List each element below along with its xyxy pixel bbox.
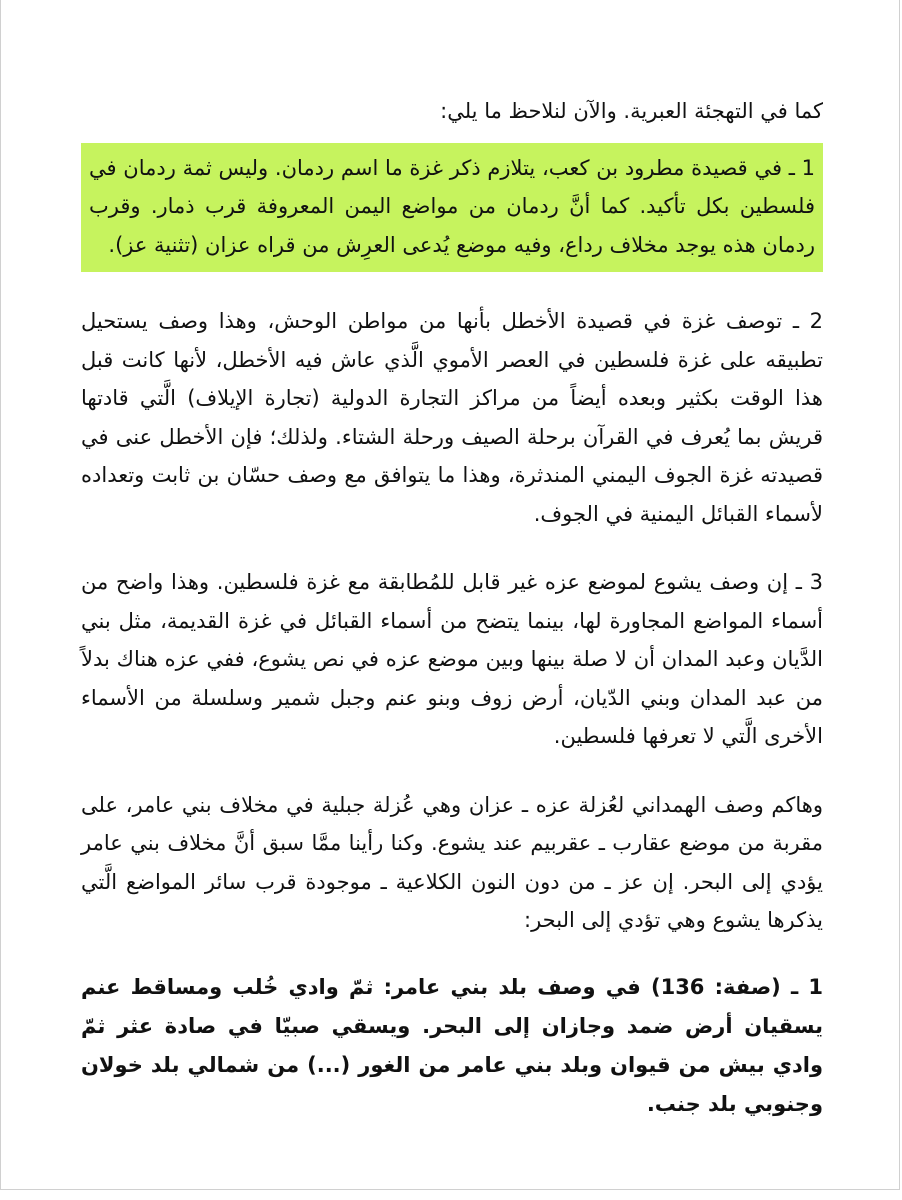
quote-1-paragraph: 1 ـ (صفة: 136) في وصف بلد بني عامر: ثمّ وادي خُلب ومساقط عنم يسقيان أرض ضمد وجازان إلى البحر. ويسقي صبيّا في صادة عثر ثمّ وادي بيش من قيوان وبلد بني عامر من الغور (...) من شمالي بلد خولان وجنوبي بلد جنب. bbox=[81, 974, 824, 1116]
point-3-paragraph: 3 ـ إن وصف يشوع لموضع عزه غير قابل للمُطابقة مع غزة فلسطين. وهذا واضح من أسماء المواضع المجاورة لها، بينما يتضح من أسماء القبائل في غزة القديمة، مثل بني الدَّيان وعبد المدان أن لا صلة بينها وبين موضع عزه في نص يشوع، ففي عزه هناك بدلاً من عبد المدان وبني الدّيان، أرض زوف وبنو عنم وجبل شمير وسلسلة من الأسماء الأخرى الَّتي لا تعرفها فلسطين. bbox=[81, 570, 823, 748]
point-2-paragraph: 2 ـ توصف غزة في قصيدة الأخطل بأنها من مواطن الوحش، وهذا وصف يستحيل تطبيقه على غزة فلسطين في العصر الأموي الَّذي عاش فيه الأخطل، لأنها كانت قبل هذا الوقت بكثير وبعده أيضاً من مراكز التجارة الدولية (تجارة الإيلاف) الَّتي قادتها قريش بما يُعرف في القرآن برحلة الصيف ورحلة الشتاء. ولذلك؛ فإن الأخطل عنى في قصيدته غزة الجوف اليمني المندثرة، وهذا ما يتوافق مع وصف حسّان بن ثابت وتعداده لأسماء القبائل اليمنية في الجوف. bbox=[81, 309, 823, 526]
intro-line: كما في التهجئة العبرية. والآن لنلاحظ ما يلي: bbox=[440, 99, 823, 123]
hamdani-paragraph: وهاكم وصف الهمداني لعُزلة عزه ـ عزان وهي عُزلة جبلية في مخلاف بني عامر، على مقربة من موضع عقارب ـ عقربيم عند يشوع. وكنا رأينا ممَّا سبق أنَّ مخلاف بني عامر يؤدي إلى البحر. إن عز ـ من دون النون الكلاعية ـ موجودة قرب سائر المواضع الَّتي يذكرها يشوع وهي تؤدي إلى البحر: bbox=[81, 792, 823, 932]
document-body bbox=[81, 92, 823, 1124]
highlighted-point-1: 1 ـ في قصيدة مطرود بن كعب، يتلازم ذكر غزة ما اسم ردمان. وليس ثمة ردمان في فلسطين بكل تأكيد. كما أنَّ ردمان من مواضع اليمن المعروفة قرب ذمار. وقرب ردمان هذه يوجد مخلاف رداع، وفيه موضع يُدعى العرِش من قراه عزان (تثنية عز). bbox=[81, 143, 823, 273]
